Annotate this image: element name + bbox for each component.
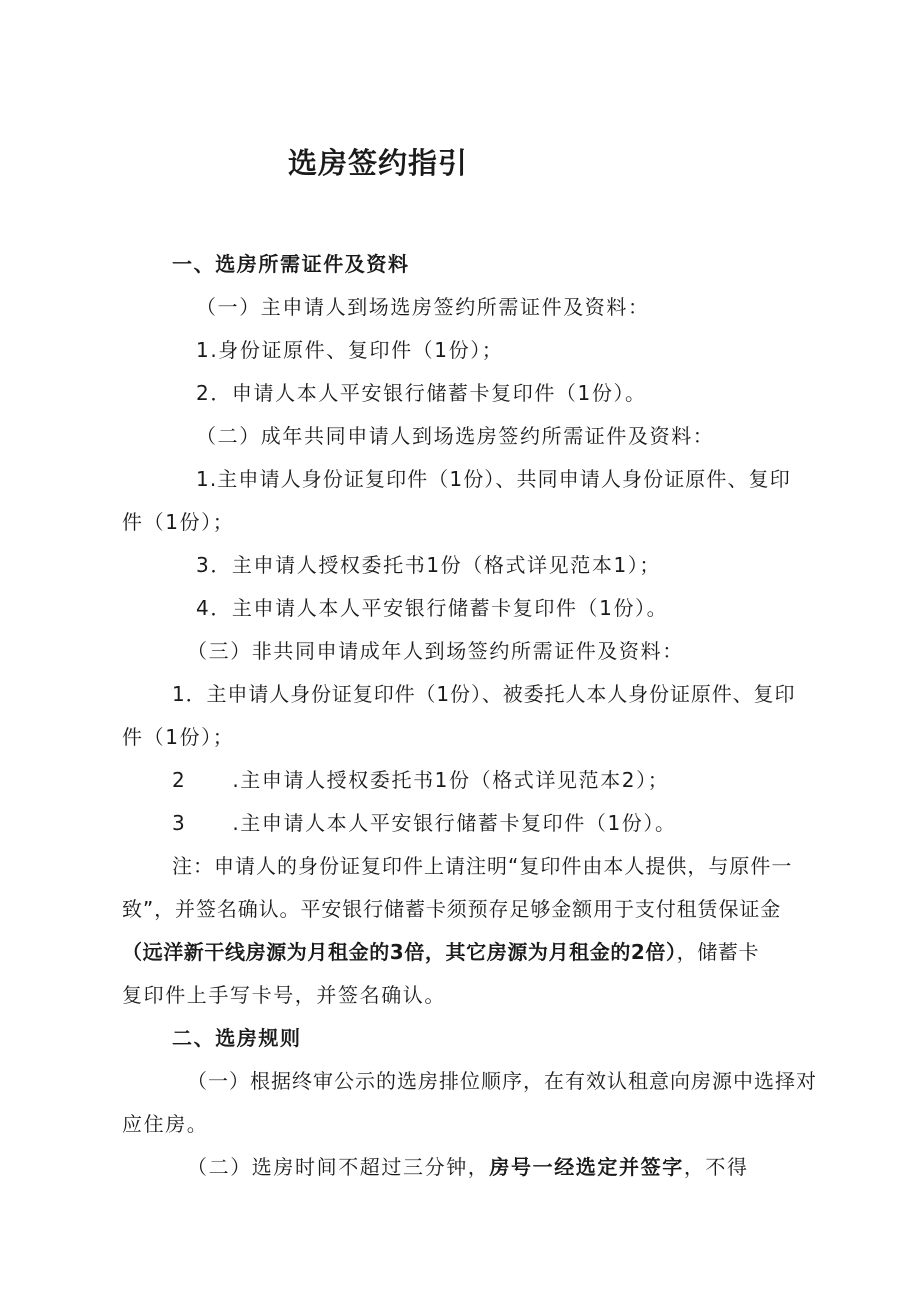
sub3-item2-text: .主申请人授权委托书1份（格式详见范本2）； <box>232 768 670 792</box>
sub3-item3 <box>172 809 677 837</box>
section1-sub1-heading: （一）主申请人到场选房签约所需证件及资料： <box>196 295 650 319</box>
section1-sub2-heading: （二）成年共同申请人到场选房签约所需证件及资料： <box>196 424 715 448</box>
rule2-text: （二）选房时间不超过三分钟， <box>187 1155 490 1179</box>
rule2-rest: ，不得 <box>683 1155 749 1179</box>
sub3-item3-text: .主申请人本人平安银行储蓄卡复印件（1份）。 <box>232 811 677 835</box>
sub1-item1: 1.身份证原件、复印件（1份）； <box>196 338 504 362</box>
sub3-item2 <box>172 766 669 794</box>
sub2-item1-line2: 件（1份）； <box>122 510 235 534</box>
rule1-line1: （一）根据终审公示的选房排位顺序，在有效认租意向房源中选择对 <box>187 1069 817 1093</box>
sub2-item1-line1: 1.主申请人身份证复印件（1份）、共同申请人身份证原件、复印 <box>196 467 791 491</box>
note-line3-rest: ，储蓄卡 <box>676 940 760 964</box>
sub1-item2: 2．申请人本人平安银行储蓄卡复印件（1份）。 <box>196 381 647 405</box>
note-line4: 复印件上手写卡号，并签名确认。 <box>122 983 446 1007</box>
sub3-item3-number: 3 <box>172 811 187 835</box>
document-title: 选房签约指引 <box>288 146 469 180</box>
rule2-line1 <box>187 1153 749 1181</box>
rule1-line2: 应住房。 <box>122 1112 209 1136</box>
section1-sub3-heading: （三）非共同申请成年人到场签约所需证件及资料： <box>187 639 684 663</box>
note-deposit-emphasis: （远洋新干线房源为月租金的3倍，其它房源为月租金的2倍） <box>122 940 677 964</box>
sub2-item4: 4．主申请人本人平安银行储蓄卡复印件（1份）。 <box>196 596 669 620</box>
section2-heading: 二、选房规则 <box>172 1026 302 1050</box>
sub3-item2-number: 2 <box>172 768 187 792</box>
rule2-emphasis: 房号一经选定并签字 <box>489 1155 684 1179</box>
sub3-item1-line2: 件（1份）； <box>122 725 235 749</box>
section1-heading: 一、选房所需证件及资料 <box>172 252 410 276</box>
note-line3 <box>122 938 759 966</box>
sub2-item3: 3．主申请人授权委托书1份（格式详见范本1）； <box>196 553 661 577</box>
sub3-item1-line1: 1．主申请人身份证复印件（1份）、被委托人本人身份证原件、复印 <box>172 682 796 706</box>
note-line1: 注：申请人的身份证复印件上请注明“复印件由本人提供，与原件一 <box>172 854 793 878</box>
note-line2: 致”，并签名确认。平安银行储蓄卡须预存足够金额用于支付租赁保证金 <box>122 897 782 921</box>
